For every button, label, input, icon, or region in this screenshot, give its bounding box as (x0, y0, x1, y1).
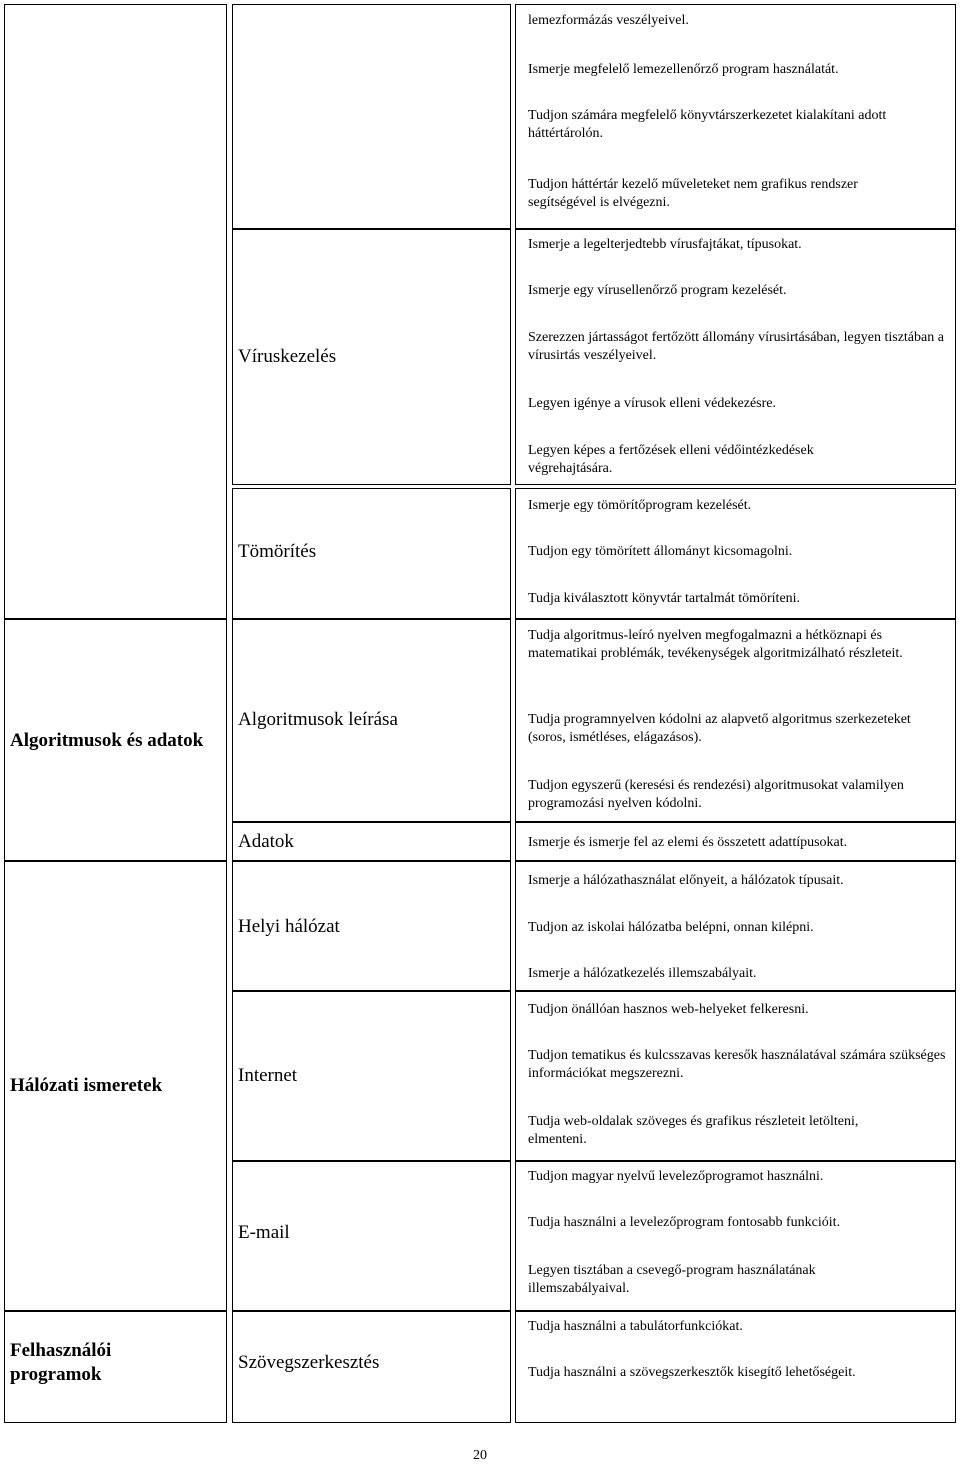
req-item-web-helyek: Tudjon önállóan hasznos web-helyeket felkeresni. (528, 1002, 809, 1017)
sub-label-viruskezeles: Víruskezelés (238, 346, 337, 367)
sub-label-adatok: Adatok (238, 831, 294, 852)
sub-label-internet: Internet (238, 1065, 298, 1086)
req-item-kicsomagolni: Tudjon egy tömörített állományt kicsomagolni. (528, 544, 793, 559)
req-item-konyvtarszerkezet: Tudjon számára megfelelő könyvtárszerkezetet kialakítani adott háttértárolón. (528, 108, 887, 141)
req-item-vedointezkedes: Legyen képes a fertőzések elleni védőintézkedések végrehajtására. (528, 443, 814, 476)
req-item-illemszabalyok: Ismerje a hálózatkezelés illemszabályait. (528, 966, 757, 981)
req-item-hattertar: Tudjon háttértár kezelő műveleteket nem grafikus rendszer segítségével is elvégezni. (528, 177, 858, 210)
sub-label-szovegszerkesztes: Szövegszerkesztés (238, 1352, 380, 1373)
req-item-tabulator: Tudja használni a tabulátorfunkciókat. (528, 1319, 743, 1334)
req-item-lemezformazas: lemezformázás veszélyeivel. (528, 13, 689, 28)
req-item-programnyelven: Tudja programnyelven kódolni az alapvető algoritmus szerkezeteket (soros, ismétléses, elágazásos). (528, 712, 911, 745)
req-item-vedekezes: Legyen igénye a vírusok elleni védekezésre. (528, 396, 777, 411)
req-item-halozathasznalat: Ismerje a hálózathasználat előnyeit, a hálózatok típusait. (528, 873, 844, 888)
main-label-halozati: Hálózati ismeretek (10, 1075, 163, 1096)
main-label-algoritmusok: Algoritmusok és adatok (10, 730, 204, 751)
req-item-viruselenorzo: Ismerje egy vírusellenőrző program kezelését. (528, 283, 787, 298)
req-item-kereses-rendezes: Tudjon egyszerű (keresési és rendezési) algoritmusokat valamilyen programozási nyelven kódolni. (528, 778, 904, 811)
req-item-funkciok: Tudja használni a levelezőprogram fontosabb funkcióit. (528, 1215, 841, 1230)
sub-label-helyi-halozat: Helyi hálózat (238, 916, 340, 937)
req-item-algoritmus-leiro: Tudja algoritmus-leíró nyelven megfogalmazni a hétköznapi és matematikai problémák, tevékenységek algoritmizálható részleteit. (528, 628, 903, 661)
sub-label-tomorites: Tömörítés (238, 541, 317, 562)
req-item-letolteni: Tudja web-oldalak szöveges és grafikus részleteit letölteni, elmenteni. (528, 1114, 859, 1147)
req-item-tomoriteni: Tudja kiválasztott könyvtár tartalmát tömöríteni. (528, 591, 801, 606)
page-number: 20 (473, 1448, 487, 1463)
req-item-virusirtas: Szerezzen jártasságot fertőzött állomány vírusirtásában, legyen tisztában a vírusirtás veszélyeivel. (528, 330, 944, 363)
req-item-iskolai-halozat: Tudjon az iskolai hálózatba belépni, onnan kilépni. (528, 920, 814, 935)
req-item-tomoritoprogram: Ismerje egy tömörítőprogram kezelését. (528, 498, 752, 513)
sub-cell-continued (232, 4, 511, 229)
req-item-kisegito: Tudja használni a szövegszerkesztők kisegítő lehetőségeit. (528, 1365, 856, 1380)
req-item-adattipusok: Ismerje és ismerje fel az elemi és összetett adattípusokat. (528, 835, 848, 850)
sub-label-email: E-mail (238, 1222, 290, 1243)
main-label-felhasznaloi: Felhasználói programok (10, 1340, 112, 1385)
main-cell-continued (4, 4, 227, 619)
req-item-virusfajtak: Ismerje a legelterjedtebb vírusfajtákat, típusokat. (528, 237, 802, 252)
req-item-lemezellenorzo: Ismerje megfelelő lemezellenőrző program használatát. (528, 62, 839, 77)
sub-label-algoritmusok-leirasa: Algoritmusok leírása (238, 709, 398, 730)
req-item-levelezoprogram: Tudjon magyar nyelvű levelezőprogramot használni. (528, 1169, 824, 1184)
req-item-keresok: Tudjon tematikus és kulcsszavas keresők használatával számára szükséges információkat megszerezni. (528, 1048, 946, 1081)
req-item-csevego: Legyen tisztában a csevegő-program használatának illemszabályaival. (528, 1263, 816, 1296)
